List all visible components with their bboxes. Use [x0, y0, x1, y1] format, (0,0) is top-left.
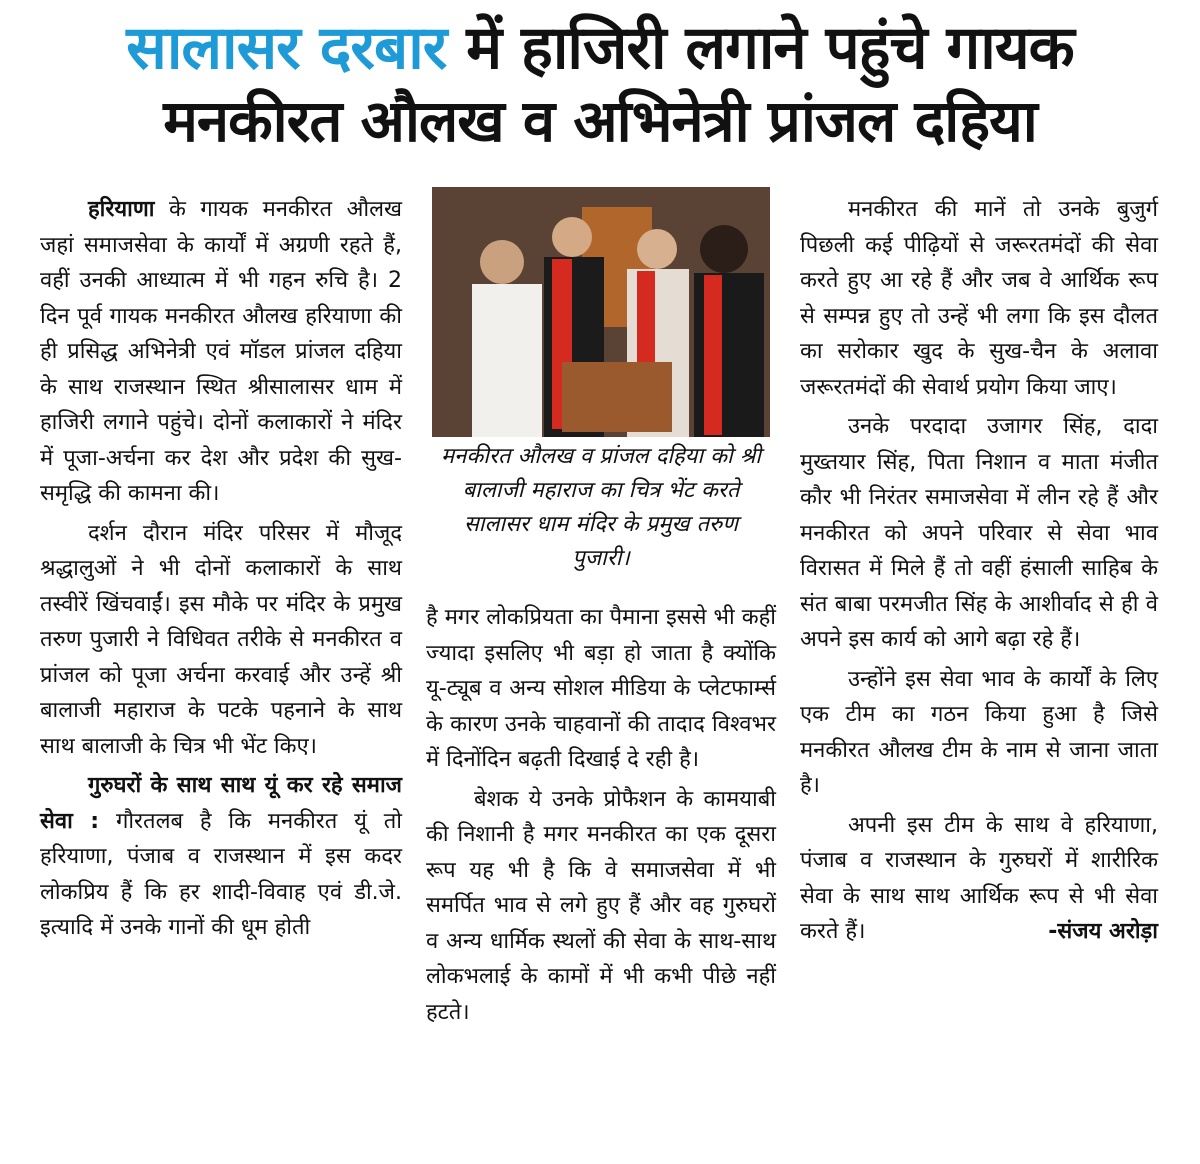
headline-accent: सालासर दरबार	[126, 13, 447, 83]
article-column-1	[40, 192, 402, 946]
paragraph	[800, 808, 1158, 950]
headline-line-1-rest: में हाजिरी लगाने पहुंचे गायक	[446, 13, 1074, 83]
headline-line-2: मनकीरत औलख व अभिनेत्री प्रांजल दहिया	[163, 87, 1037, 155]
paragraph-text: अपनी इस टीम के साथ वे हरियाणा, पंजाब व राजस्थान के गुरुघरों में शारीरिक सेवा के साथ साथ आर्थिक रूप से भी सेवा करते हैं।	[800, 812, 1158, 944]
photo-illustration	[432, 187, 770, 437]
article-column-3	[800, 192, 1158, 950]
paragraph-text: गौरतलब है कि मनकीरत यूं तो हरियाणा, पंजाब व राजस्थान में इस कदर लोकप्रिय हैं कि हर शादी-विवाह एवं डी.जे. इत्यादि में उनके गानों की धूम होती	[40, 808, 402, 940]
article-column-2	[426, 600, 776, 1030]
article-photo	[432, 187, 770, 437]
subheading: गुरुघरों के साथ साथ यूं कर रहे समाज सेवा :	[40, 773, 402, 834]
byline-signature: -संजय अरोड़ा	[1048, 919, 1158, 944]
paragraph-text: के गायक मनकीरत औलख जहां समाजसेवा के कार्यों में अग्रणी रहते हैं, वहीं उनकी आध्यात्म में भी गहन रुचि है। 2 दिन पूर्व गायक मनकीरत औलख हरियाणा की ही प्रसिद्ध अभिनेत्री एवं मॉडल प्रांजल दहिया के साथ राजस्थान स्थित श्रीसालासर धाम में हाजिरी लगाने पहुंचे। दोनों कलाकारों ने मंदिर में पूजा-अर्चना कर देश और प्रदेश की सुख-समृद्धि की कामना की।	[40, 197, 402, 506]
paragraph: मनकीरत की मानें तो उनके बुजुर्ग पिछली कई पीढ़ियों से जरूरतमंदों की सेवा करते हुए आ रहे हैं और जब वे आर्थिक रूप से सम्पन्न हुए तो उन्हें भी लगा कि इस दौलत का सरोकार खुद के सुख-चैन के अलावा जरूरतमंदों की सेवार्थ प्रयोग किया जाए।	[800, 197, 1158, 400]
paragraph: दर्शन दौरान मंदिर परिसर में मौजूद श्रद्धालुओं ने भी दोनों कलाकारों के साथ तस्वीरें खिंचवाईं। इस मौके पर मंदिर के प्रमुख तरुण पुजारी ने विधिवत तरीके से मनकीरत व प्रांजल को पूजा अर्चना करवाई और उन्हें श्री बालाजी महाराज के पटके पहनाने के साथ साथ बालाजी के चित्र भी भेंट किए।	[40, 520, 402, 759]
paragraph: बेशक ये उनके प्रोफैशन के कामयाबी की निशानी है मगर मनकीरत का एक दूसरा रूप यह भी है कि वे समाजसेवा में भी समर्पित भाव से लगे हुए हैं और वह गुरुघरों व अन्य धार्मिक स्थलों की सेवा के साथ-साथ लोकभलाई के कामों में भी कभी पीछे नहीं हटते।	[426, 786, 776, 1025]
headline	[0, 13, 1200, 155]
photo-caption: मनकीरत औलख व प्रांजल दहिया को श्री बालाजी महाराज का चित्र भेंट करते सालासर धाम मंदिर के प्रमुख तरुण पुजारी।	[441, 444, 761, 571]
paragraph: उन्होंने इस सेवा भाव के कार्यों के लिए एक टीम का गठन किया हुआ है जिसे मनकीरत औलख टीम के नाम से जाना जाता है।	[800, 666, 1158, 798]
lead-keyword: हरियाणा	[88, 197, 155, 222]
paragraph	[40, 192, 402, 512]
paragraph	[40, 768, 402, 946]
headline-line-1	[0, 13, 1200, 83]
paragraph: है मगर लोकप्रियता का पैमाना इससे भी कहीं ज्यादा इसलिए भी बड़ा हो जाता है क्योंकि यू-ट्यूब व अन्य सोशल मीडिया के प्लेटफार्म्स के कारण उनके चाहवानों की तादाद विश्वभर में दिनोंदिन बढ़ती दिखाई दे रही है।	[426, 605, 776, 772]
paragraph: उनके परदादा उजागर सिंह, दादा मुख्तयार सिंह, पिता निशान व माता मंजीत कौर भी निरंतर समाजसेवा में लीन रहे हैं और मनकीरत को अपने परिवार से सेवा भाव विरासत में मिले हैं तो वहीं हंसाली साहिब के संत बाबा परमजीत सिंह के आशीर्वाद से ही वे अपने इस कार्य को आगे बढ़ा रहे हैं।	[800, 414, 1158, 652]
